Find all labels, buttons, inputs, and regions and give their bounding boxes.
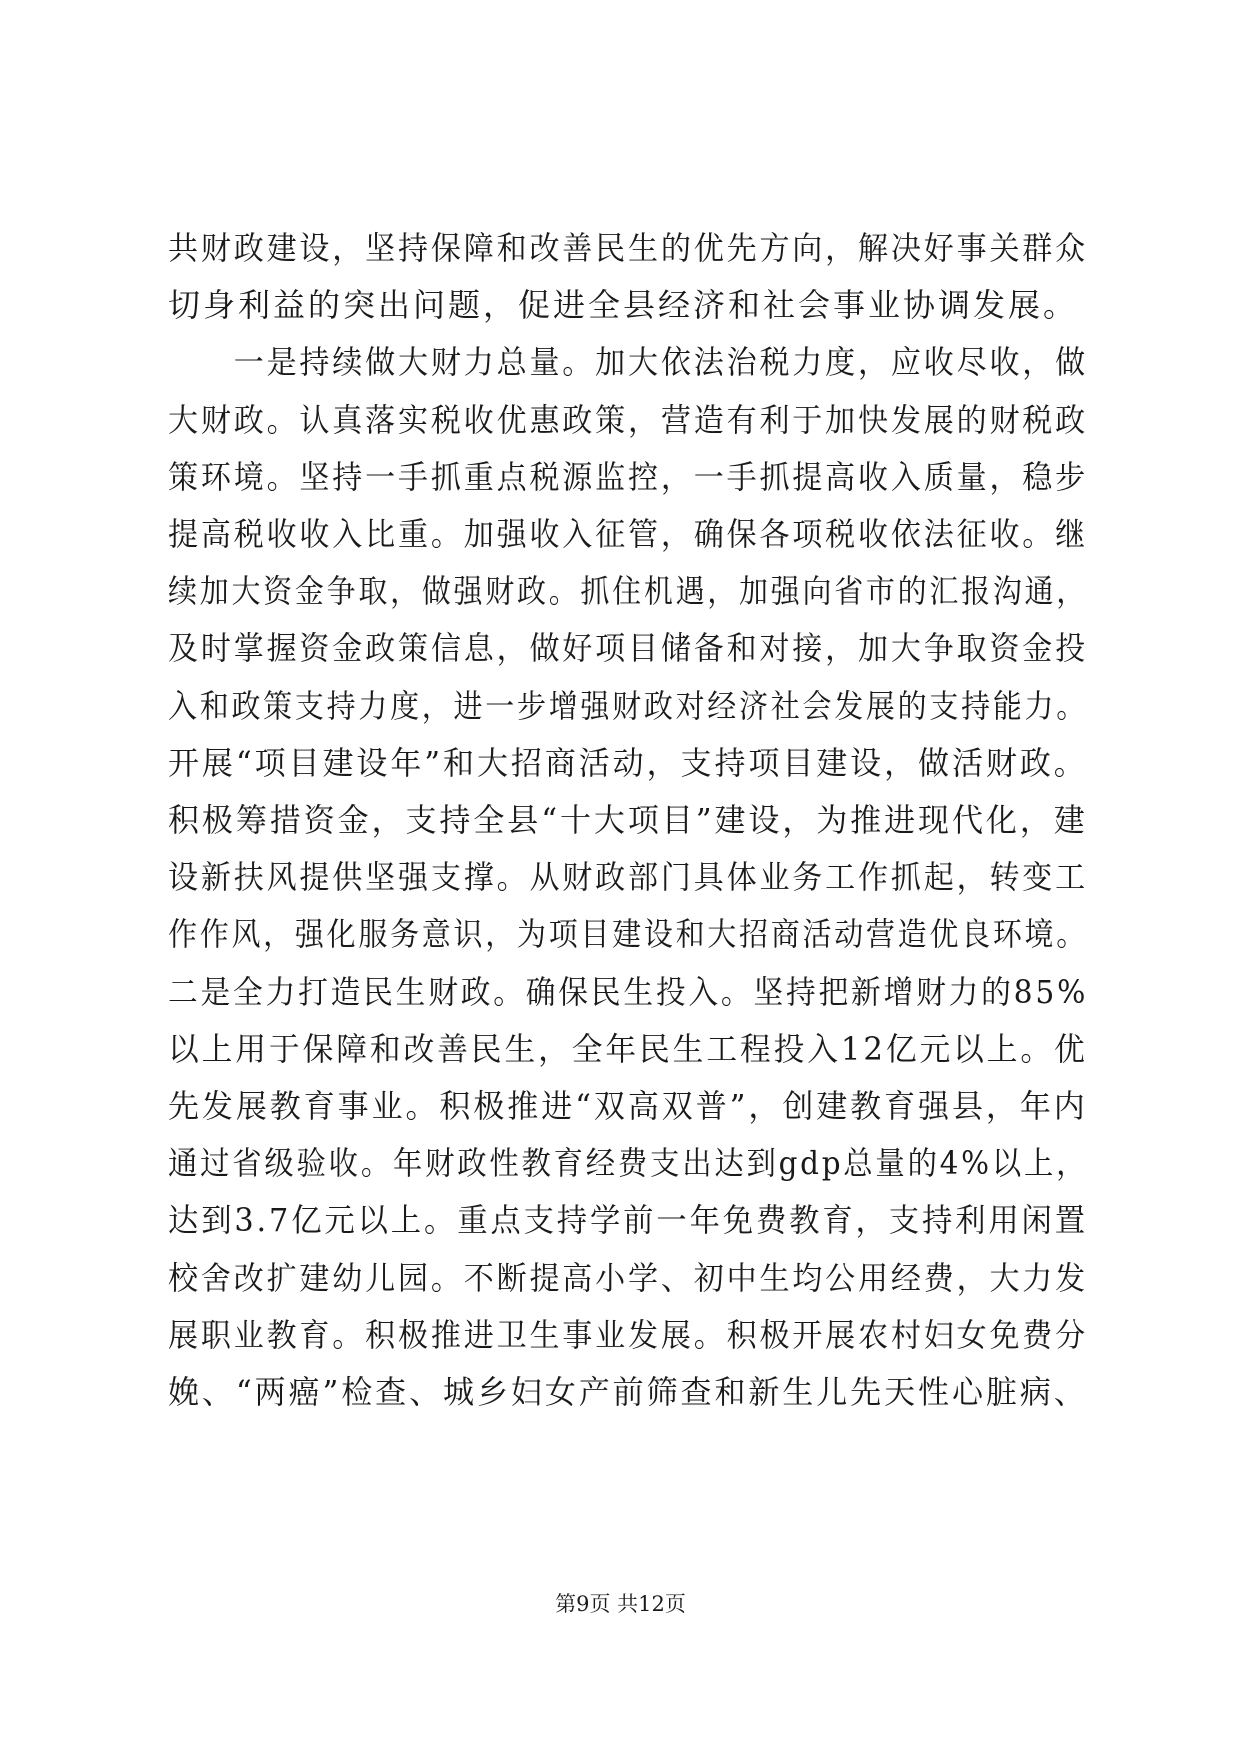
text-line: 大财政。认真落实税收优惠政策，营造有利于加快发展的财税政	[168, 400, 1089, 439]
text-line: 开展“项目建设年”和大招商活动，支持项目建设，做活财政。	[168, 743, 1088, 782]
text-line: 娩、“两癌”检查、城乡妇女产前筛查和新生儿先天性心脏病、	[168, 1373, 1088, 1411]
text-line: 作作风，强化服务意识，为项目建设和大招商活动营造优良环境。	[168, 915, 1089, 954]
text-line: 通过省级验收。年财政性教育经费支出达到gdp总量的4%以上，	[168, 1144, 1089, 1183]
text-line: 设新扶风提供坚强支撑。从财政部门具体业务工作抓起，转变工	[168, 858, 1089, 897]
text-line: 积极筹措资金，支持全县“十大项目”建设，为推进现代化，建	[168, 801, 1088, 839]
text-line: 提高税收收入比重。加强收入征管，确保各项税收依法征收。继	[168, 515, 1089, 553]
text-line: 二是全力打造民生财政。确保民生投入。坚持把新增财力的85%	[168, 972, 1089, 1011]
page-number-footer: 第9页 共12页	[555, 1592, 686, 1616]
text-line: 以上用于保障和改善民生，全年民生工程投入12亿元以上。优	[168, 1029, 1088, 1068]
text-line: 达到3.7亿元以上。重点支持学前一年免费教育，支持利用闲置	[168, 1201, 1088, 1240]
text-line: 共财政建设，坚持保障和改善民生的优先方向，解决好事关群众	[168, 229, 1089, 267]
text-line: 校舍改扩建幼儿园。不断提高小学、初中生均公用经费，大力发	[168, 1258, 1089, 1297]
text-line: 续加大资金争取，做强财政。抓住机遇，加强向省市的汇报沟通，	[168, 572, 1089, 611]
text-line: 展职业教育。积极推进卫生事业发展。积极开展农村妇女免费分	[168, 1315, 1089, 1354]
text-line: 切身利益的突出问题，促进全县经济和社会事业协调发展。	[168, 286, 1079, 325]
text-line: 先发展教育事业。积极推进“双高双普”，创建教育强县，年内	[168, 1087, 1088, 1125]
text-line: 策环境。坚持一手抓重点税源监控，一手抓提高收入质量，稳步	[168, 457, 1089, 496]
text-line: 一是持续做大财力总量。加大依法治税力度，应收尽收，做	[168, 343, 1089, 382]
text-line: 及时掌握资金政策信息，做好项目储备和对接，加大争取资金投	[168, 629, 1089, 668]
text-line: 入和政策支持力度，进一步增强财政对经济社会发展的支持能力。	[168, 686, 1089, 725]
